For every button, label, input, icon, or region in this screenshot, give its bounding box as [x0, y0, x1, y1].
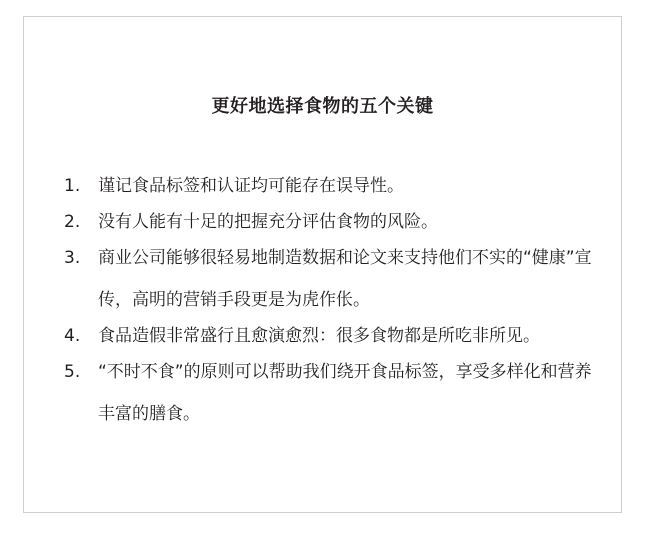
list-item-text: 没有人能有十足的把握充分评估食物的风险。 — [98, 212, 438, 232]
list-item-number: 3. — [64, 248, 81, 268]
list-item-text: 谨记食品标签和认证均可能存在误导性。 — [98, 176, 404, 196]
list-item-number: 4. — [64, 326, 81, 346]
key-points-box — [23, 16, 622, 513]
list-item-text: 商业公司能够很轻易地制造数据和论文来支持他们不实的“健康”宣传，高明的营销手段更是为虎作伥。 — [98, 248, 592, 310]
list-item — [64, 237, 604, 321]
list-item-number: 1. — [64, 176, 81, 196]
list-item-number: 5. — [64, 362, 81, 382]
box-title: 更好地选择食物的五个关键 — [211, 96, 434, 117]
list-item — [64, 321, 604, 351]
key-points-list — [64, 171, 604, 435]
list-item — [64, 207, 604, 237]
list-item-number: 2. — [64, 212, 81, 232]
list-item — [64, 171, 604, 201]
list-item-text: 食品造假非常盛行且愈演愈烈：很多食物都是所吃非所见。 — [98, 326, 540, 346]
list-item-text: “不时不食”的原则可以帮助我们绕开食品标签，享受多样化和营养丰富的膳食。 — [98, 362, 592, 424]
list-item — [64, 351, 604, 435]
